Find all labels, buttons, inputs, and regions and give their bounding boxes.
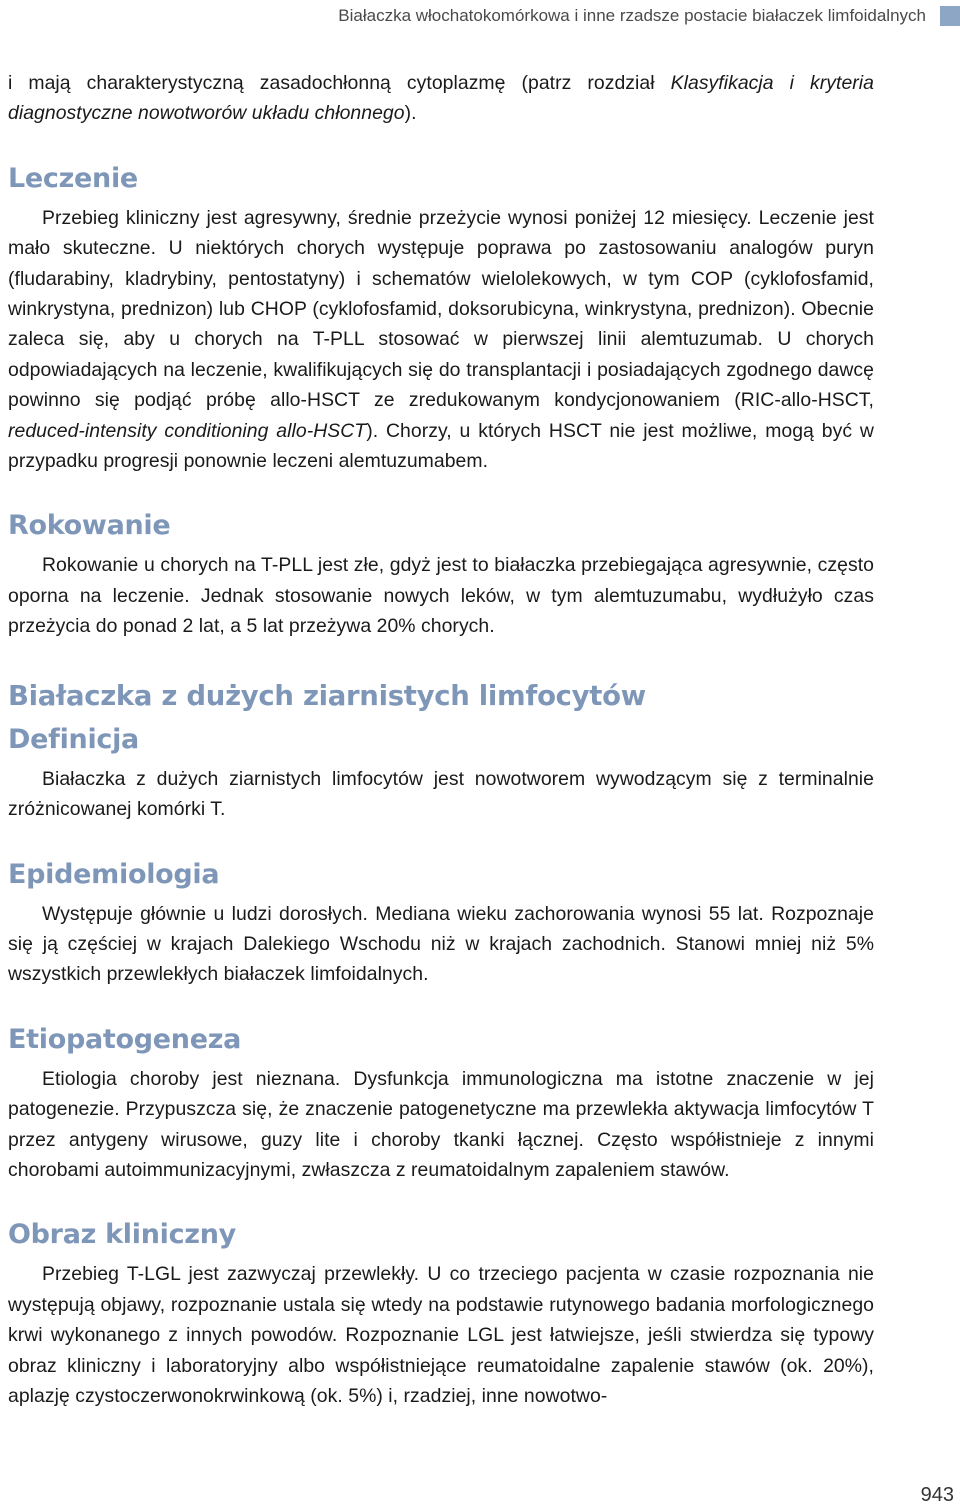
definicja-paragraph: Białaczka z dużych ziarnistych limfocytów jest nowotworem wywodzącym się z terminalnie zróżnicowanej komórki T. [8, 767, 874, 821]
section-title-rokowanie: Rokowanie [8, 510, 171, 542]
leczenie-paragraph [8, 203, 874, 477]
intro-paragraph [8, 68, 874, 129]
epidemiologia-paragraph: Występuje głównie u ludzi dorosłych. Mediana wieku zachorowania wynosi 55 lat. Rozpoznaje się ją częściej w krajach Dalekiego Wschodu niż w krajach zachodnich. Stanowi mniej niż 5% wszystkich przewlekłych białaczek limfoidalnych. [8, 902, 874, 986]
running-header [338, 4, 960, 28]
square-marker-icon [940, 6, 960, 26]
intro-text: i mają charakterystyczną zasadochłonną cytoplazmę (patrz rozdział [8, 72, 671, 94]
leczenie-italic-term: reduced-intensity conditioning allo-HSCT [8, 419, 367, 442]
section-title-epidemiologia: Epidemiologia [8, 858, 220, 890]
intro-text-end: ). [404, 102, 417, 125]
section-title-etiopatogeneza: Etiopatogeneza [8, 1023, 242, 1055]
section-title-leczenie: Leczenie [8, 162, 138, 194]
page-number: 943 [920, 1484, 954, 1506]
section-title-definicja: Definicja [8, 723, 139, 755]
etiopatogeneza-paragraph: Etiologia choroby jest nieznana. Dysfunkcja immunologiczna ma istotne znaczenie w jej patogenezie. Przypuszcza się, że znaczenie patogenetyczne ma przewlekła aktywacja limfocytów T przez antygeny wirusowe, guzy lite i choroby tkanki łącznej. Często współistnieje z innymi chorobami autoimmunizacyjnymi, zwłaszcza z reumatoidalnym zapaleniem stawów. [8, 1067, 874, 1181]
intro-italic-reference: Klasyfikacja i kryteria diagnostyczne nowotworów układu chłonnego [8, 72, 874, 125]
page-content [8, 68, 874, 1411]
chapter-title: Białaczka z dużych ziarnistych limfocytów [8, 679, 646, 712]
obraz-kliniczny-paragraph: Przebieg T-LGL jest zazwyczaj przewlekły. U co trzeciego pacjenta w czasie rozpoznania nie występują objawy, rozpoznanie ustala się wtedy na podstawie rutynowego badania morfologicznego krwi wykonanego z innych powodów. Rozpoznanie LGL jest łatwiejsze, jeśli stwierdza się typowy obraz kliniczny i laboratoryjny albo współistniejące reumatoidalne zapalenie stawów (ok. 20%), aplazję czystoczerwonokrwinkową (ok. 5%) i, rzadziej, inne nowotwo- [8, 1263, 874, 1407]
section-title-obraz-kliniczny: Obraz kliniczny [8, 1219, 236, 1251]
rokowanie-paragraph: Rokowanie u chorych na T-PLL jest złe, gdyż jest to białaczka przebiegająca agresywnie, często oporna na leczenie. Jednak stosowanie nowych leków, w tym alemtuzumabu, wydłużyło czas przeżycia do ponad 2 lat, a 5 lat przeżywa 20% chorych. [8, 554, 874, 638]
leczenie-text: Przebieg kliniczny jest agresywny, średnie przeżycie wynosi poniżej 12 miesięcy. Leczenie jest mało skuteczne. U niektórych chorych występuje poprawa po zastosowaniu analogów puryn (fludarabiny, kladrybiny, pentostatyny) i schematów wielolekowych, w tym COP (cyklofosfamid, winkrystyna, prednizon) lub CHOP (cyklofosfamid, doksorubicyna, winkrystyna, prednizon). Obecnie zaleca się, aby u chorych na T-PLL stosować w pierwszej linii alemtuzumab. U chorych odpowiadających na leczenie, kwalifikujących się do transplantacji i posiadających zgodnego dawcę powinno się podjąć próbę allo-HSCT ze zredukowanym kondycjonowaniem (RIC-allo-HSCT, [8, 206, 874, 412]
running-title: Białaczka włochatokomórkowa i inne rzadsze postacie białaczek limfoidalnych [338, 6, 926, 25]
leczenie-text-end: ). Chorzy, u których HSCT nie jest możliwe, mogą być w przypadku progresji ponownie leczeni alemtuzumabem. [8, 419, 874, 473]
